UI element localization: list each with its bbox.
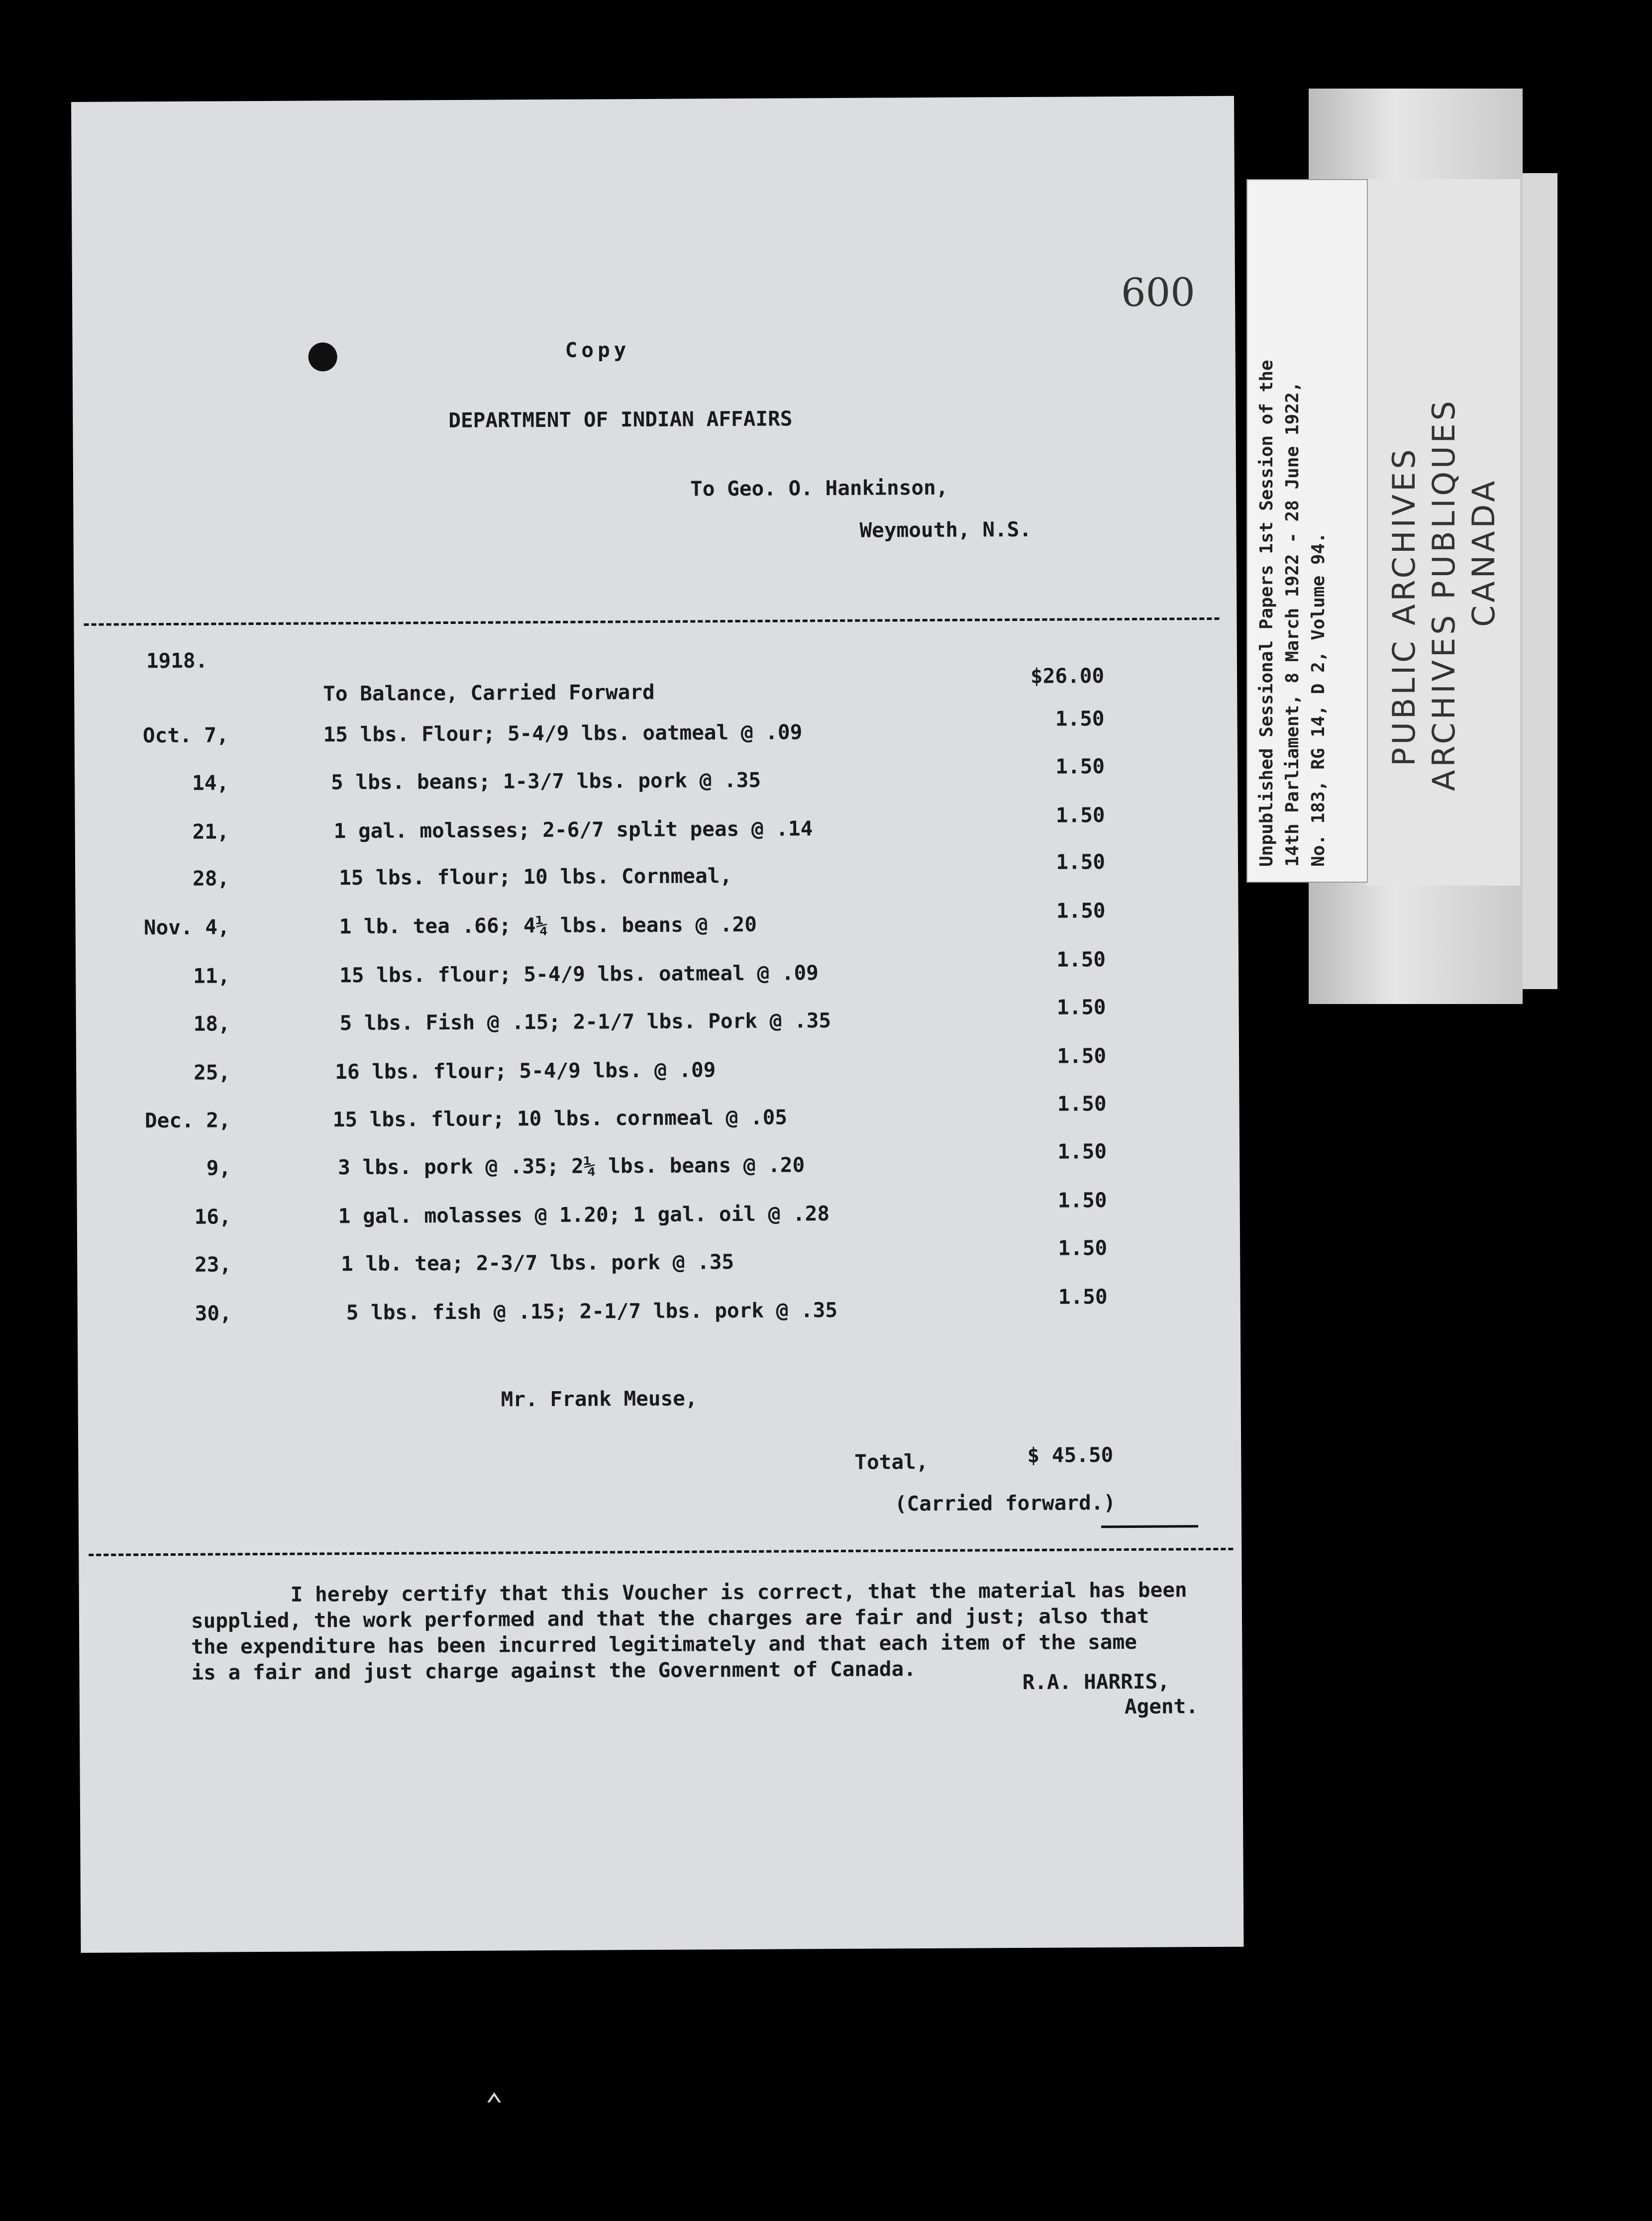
total-note: (Carried forward.)	[894, 1491, 1116, 1516]
balance-amount: $26.00	[1030, 664, 1105, 688]
entry-amount: 1.50	[1058, 1285, 1108, 1309]
year-label: 1918.	[146, 648, 208, 673]
payee-name: Mr. Frank Meuse,	[501, 1386, 698, 1412]
entry-item: 3 lbs. pork @ .35; 2¼ lbs. beans @ .20	[338, 1153, 805, 1180]
entry-date: Oct. 7,	[142, 723, 229, 748]
entry-date: 30,	[195, 1301, 232, 1325]
header-divider	[84, 617, 1219, 626]
entry-amount: 1.50	[1057, 1044, 1107, 1068]
balance-label: To Balance, Carried Forward	[323, 680, 655, 706]
entry-date: 23,	[195, 1252, 232, 1277]
entry-item: 5 lbs. beans; 1-3/7 lbs. pork @ .35	[331, 768, 761, 795]
entry-item: 1 lb. tea .66; 4¼ lbs. beans @ .20	[339, 912, 757, 939]
entry-date: 14,	[192, 771, 229, 795]
archives-fr-text: ARCHIVES PUBLIQUES	[1426, 398, 1462, 791]
page-number: 600	[1121, 270, 1196, 315]
entry-date: 16,	[194, 1205, 231, 1229]
recipient-place: Weymouth, N.S.	[859, 517, 1032, 542]
entry-item: 15 lbs. flour; 5-4/9 lbs. oatmeal @ .09	[339, 961, 819, 988]
entry-amount: 1.50	[1057, 1139, 1107, 1164]
entry-date: 21,	[192, 819, 229, 844]
entry-amount: 1.50	[1055, 707, 1105, 731]
entry-date: Dec. 2,	[144, 1108, 231, 1133]
archives-en-text: PUBLIC ARCHIVES	[1386, 446, 1422, 766]
entry-amount: 1.50	[1058, 1236, 1108, 1260]
entry-date: 18,	[193, 1011, 230, 1036]
entry-item: 5 lbs. Fish @ .15; 2-1/7 lbs. Pork @ .35	[339, 1009, 831, 1035]
tag-line-1: Unpublished Sessional Papers 1st Session of the	[1256, 360, 1277, 867]
entry-item: 5 lbs. fish @ .15; 2-1/7 lbs. pork @ .35	[346, 1298, 838, 1325]
certification-line: is a fair and just charge against the Government of Canada.	[191, 1657, 917, 1685]
archive-tab-edge	[1523, 173, 1557, 989]
certification-line: I hereby certify that this Voucher is correct, that the material has been	[290, 1578, 1187, 1607]
certification-line: the expenditure has been incurred legitimately and that each item of the same	[191, 1629, 1137, 1659]
entry-amount: 1.50	[1056, 947, 1106, 972]
entry-item: 1 lb. tea; 2-3/7 lbs. pork @ .35	[341, 1250, 734, 1276]
entry-amount: 1.50	[1055, 803, 1105, 827]
entry-date: 9,	[206, 1156, 231, 1180]
entry-date: 11,	[193, 964, 230, 988]
entry-amount: 1.50	[1056, 850, 1106, 874]
document-page	[71, 96, 1243, 1953]
signer-name: R.A. HARRIS,	[1022, 1669, 1170, 1695]
tag-line-2: 14th Parliament, 8 March 1922 - 28 June 1922,	[1282, 381, 1303, 867]
copy-heading: Copy	[565, 338, 630, 362]
entry-date: 25,	[194, 1060, 231, 1085]
entry-amount: 1.50	[1055, 754, 1105, 779]
total-underline	[1101, 1525, 1198, 1528]
entry-date: 28,	[192, 866, 230, 891]
entry-item: 1 gal. molasses @ 1.20; 1 gal. oil @ .28	[338, 1202, 830, 1228]
entry-amount: 1.50	[1056, 899, 1106, 923]
department-heading: DEPARTMENT OF INDIAN AFFAIRS	[448, 406, 793, 433]
film-mark: ⌃	[485, 2087, 504, 2122]
punch-hole	[309, 342, 337, 371]
archive-label	[1366, 179, 1520, 886]
archive-reference-tag	[1246, 179, 1368, 883]
entry-amount: 1.50	[1056, 995, 1106, 1019]
footer-divider	[89, 1548, 1233, 1556]
entry-amount: 1.50	[1057, 1188, 1107, 1212]
entry-item: 15 lbs. flour; 10 lbs. cornmeal @ .05	[332, 1105, 788, 1132]
recipient-name: To Geo. O. Hankinson,	[690, 475, 948, 501]
certification-line: supplied, the work performed and that the charges are fair and just; also that	[191, 1604, 1149, 1633]
entry-item: 16 lbs. flour; 5-4/9 lbs. @ .09	[335, 1058, 716, 1084]
archives-country-text: CANADA	[1465, 478, 1502, 627]
entry-amount: 1.50	[1057, 1092, 1107, 1116]
total-label: Total,	[854, 1450, 929, 1474]
entry-date: Nov. 4,	[143, 915, 230, 940]
entry-item: 15 lbs. Flour; 5-4/9 lbs. oatmeal @ .09	[323, 720, 803, 747]
total-amount: $ 45.50	[1027, 1443, 1114, 1467]
entry-item: 1 gal. molasses; 2-6/7 split peas @ .14	[333, 816, 813, 843]
signer-title: Agent.	[1124, 1694, 1199, 1718]
entry-item: 15 lbs. flour; 10 lbs. Cornmeal,	[339, 864, 732, 890]
tag-line-3: No. 183, RG 14, D 2, Volume 94.	[1308, 532, 1329, 867]
